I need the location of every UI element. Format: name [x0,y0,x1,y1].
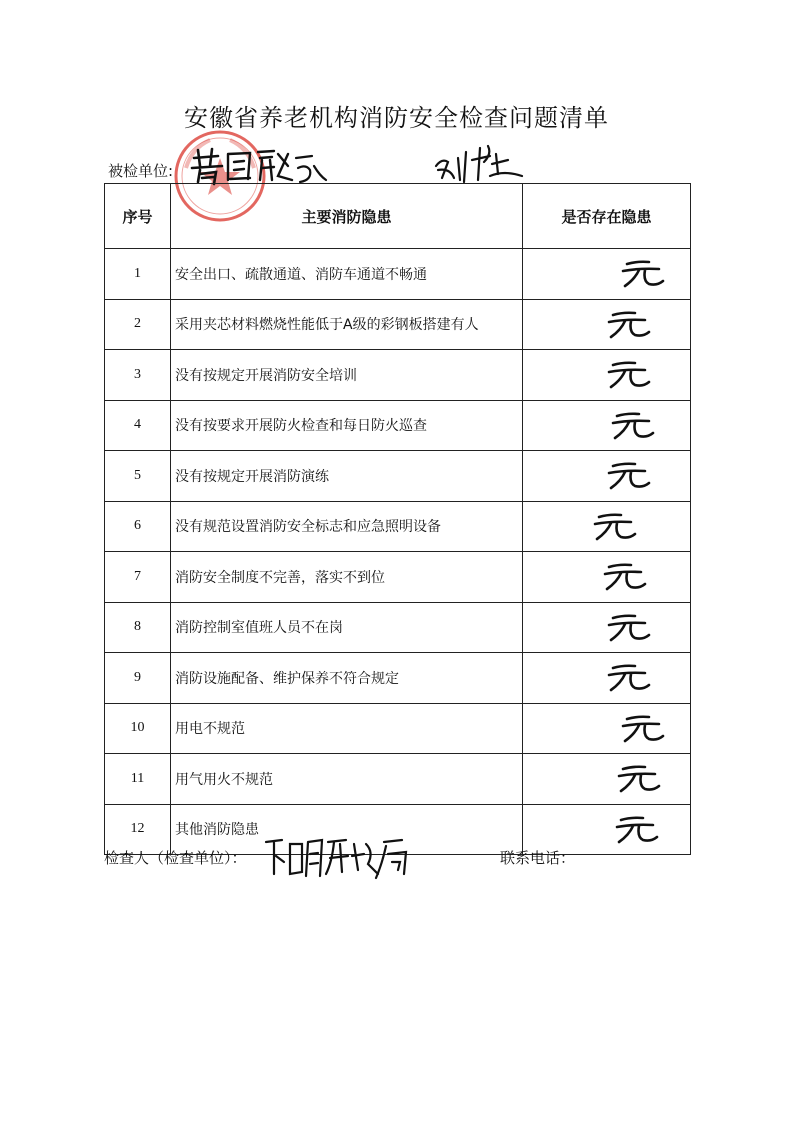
table-header-row [105,184,691,249]
hazard-table [104,183,691,855]
row-answer-handwritten [523,602,691,653]
table-row [105,653,691,704]
row-number: 8 [105,602,171,653]
handwritten-wu-mark [601,560,647,592]
row-hazard-text: 用电不规范 [171,703,523,754]
row-number: 5 [105,451,171,502]
row-number: 2 [105,299,171,350]
row-number: 11 [105,754,171,805]
row-hazard-text: 没有按规定开展消防安全培训 [171,350,523,401]
table-row [105,451,691,502]
handwritten-wu-mark [609,409,655,441]
handwritten-wu-mark [619,257,665,289]
row-hazard-text: 采用夹芯材料燃烧性能低于A级的彩钢板搭建有人 [171,299,523,350]
handwritten-wu-mark [605,459,651,491]
table-row [105,703,691,754]
row-hazard-text: 消防安全制度不完善，落实不到位 [171,552,523,603]
row-hazard-text: 安全出口、疏散通道、消防车通道不畅通 [171,249,523,300]
row-hazard-text: 消防设施配备、维护保养不符合规定 [171,653,523,704]
handwritten-wu-mark [619,712,665,744]
row-answer-handwritten [523,299,691,350]
handwritten-wu-mark [605,358,651,390]
row-number: 4 [105,400,171,451]
handwritten-wu-mark [591,510,637,542]
inspector-label: 检查人（检查单位）： [104,849,247,867]
row-answer-handwritten [523,451,691,502]
document-title: 安徽省养老机构消防安全检查问题清单 [184,104,609,132]
handwritten-wu-mark [615,762,661,794]
row-hazard-text: 没有规范设置消防安全标志和应急照明设备 [171,501,523,552]
row-number: 1 [105,249,171,300]
table-row [105,350,691,401]
table-row [105,602,691,653]
table-row [105,552,691,603]
inspector-signature [262,834,412,884]
header-hazard: 主要消防隐患 [171,184,523,249]
table-row [105,501,691,552]
header-serial: 序号 [105,184,171,249]
inspected-person-signature [432,140,532,186]
handwritten-wu-mark [605,308,651,340]
row-hazard-text: 用气用火不规范 [171,754,523,805]
row-answer-handwritten [523,552,691,603]
row-answer-handwritten [523,400,691,451]
row-answer-handwritten [523,754,691,805]
inspected-unit-signature [188,146,338,186]
row-number: 9 [105,653,171,704]
row-number: 12 [105,804,171,855]
handwritten-wu-mark [605,611,651,643]
row-hazard-text: 其他消防隐患 [171,804,523,855]
table-row [105,754,691,805]
row-hazard-text: 没有按规定开展消防演练 [171,451,523,502]
table-row [105,400,691,451]
handwritten-wu-mark [605,661,651,693]
table-row [105,299,691,350]
row-hazard-text: 没有按要求开展防火检查和每日防火巡查 [171,400,523,451]
row-number: 6 [105,501,171,552]
header-exists: 是否存在隐患 [523,184,691,249]
row-answer-handwritten [523,501,691,552]
inspected-unit-label: 被检单位: [108,162,174,180]
row-number: 7 [105,552,171,603]
table-row [105,249,691,300]
phone-label: 联系电话： [500,849,576,867]
row-hazard-text: 消防控制室值班人员不在岗 [171,602,523,653]
row-answer-handwritten [523,703,691,754]
row-answer-handwritten [523,653,691,704]
row-number: 3 [105,350,171,401]
row-answer-handwritten [523,249,691,300]
row-answer-handwritten [523,350,691,401]
handwritten-wu-mark [613,813,659,845]
row-number: 10 [105,703,171,754]
